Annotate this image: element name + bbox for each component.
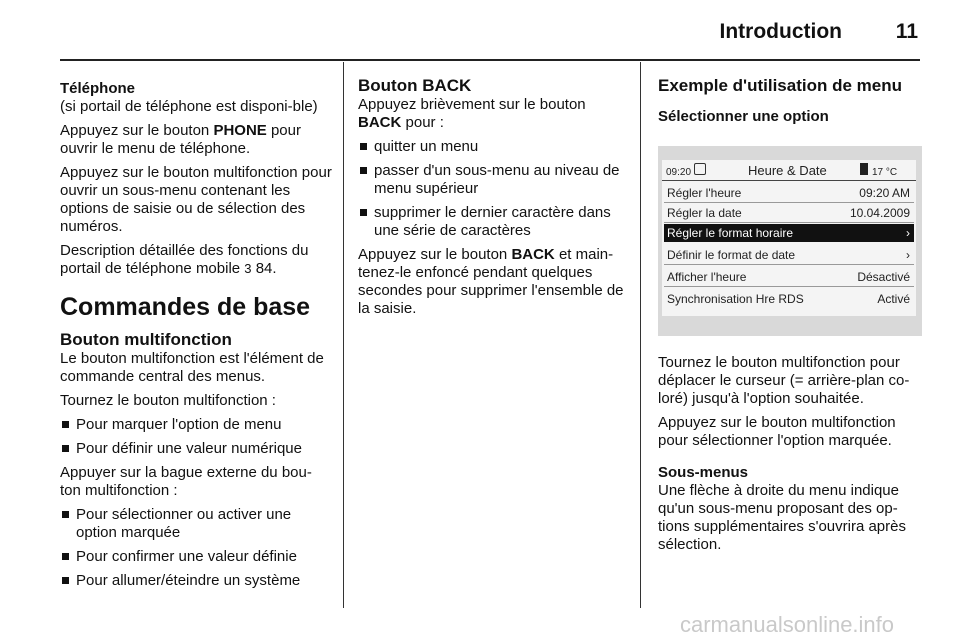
page-reference: 84.	[251, 260, 277, 277]
text: pour ouvrir le menu de téléphone.	[60, 122, 301, 157]
text: Appuyez sur le bouton	[358, 246, 512, 263]
menu-row-label: Régler le format horaire	[667, 226, 794, 240]
phone-paragraph-2: Appuyez sur le bouton multifonction pour ouvrir un sous-menu contenant les options de saisie ou de sélection des numéros.	[60, 164, 332, 235]
text: pour :	[401, 114, 444, 131]
list-item: Pour marquer l'option de menu	[60, 416, 332, 434]
menu-row-selected	[664, 224, 914, 242]
phone-paragraph-3	[60, 242, 332, 278]
submenu-arrow-icon: ›	[906, 248, 910, 262]
menu-row-label: Définir le format de date	[667, 248, 796, 262]
select-paragraph-1: Tournez le bouton multifonction pour déplacer le curseur (= arrière-plan co-loré) jusqu'à l'option souhaitée.	[658, 354, 910, 407]
text: Description détaillée des fonctions du portail de téléphone mobile	[60, 242, 309, 277]
menu-row-value: Activé	[877, 292, 910, 306]
list-item: supprimer le dernier caractère dans une série de caractères	[358, 204, 626, 240]
menu-row	[664, 184, 914, 203]
submenus-heading: Sous-menus	[658, 464, 749, 481]
watermark: carmanualsonline.info	[680, 612, 895, 637]
back-paragraph-2	[358, 246, 626, 318]
phone-heading: Téléphone	[60, 80, 136, 97]
display-temperature: 17 °C	[872, 167, 898, 178]
mf-paragraph-3: Appuyer sur la bague externe du bou-ton multifonction :	[60, 464, 312, 499]
menu-row	[664, 204, 914, 223]
column-divider-2	[640, 62, 641, 608]
list-item: Pour allumer/éteindre un système	[60, 572, 332, 590]
list-item: Pour confirmer une valeur définie	[60, 548, 332, 566]
list-item: passer d'un sous-menu au niveau de menu supérieur	[358, 162, 626, 198]
display-status-bar	[662, 160, 916, 181]
back-key: BACK	[358, 114, 402, 131]
header-rule	[60, 59, 920, 61]
page-title: Introduction	[719, 20, 842, 43]
example-heading: Exemple d'utilisation de menu	[658, 76, 902, 95]
list-item: Pour sélectionner ou activer une option marquée	[60, 506, 332, 542]
column-divider-1	[343, 62, 344, 608]
menu-row-value: Désactivé	[857, 270, 910, 284]
submenu-arrow-icon: ›	[906, 226, 910, 240]
text: et main-tenez-le enfoncé pendant quelques secondes pour supprimer l'ensemble de la saisie.	[358, 246, 624, 317]
menu-row-label: Afficher l'heure	[667, 270, 747, 284]
phone-key: PHONE	[213, 122, 267, 139]
submenus-paragraph: Une flèche à droite du menu indique qu'un sous-menu proposant des op-tions supplémentaires s'ouvrira après sélection.	[658, 482, 906, 553]
mf-list-turn	[60, 416, 332, 458]
mf-paragraph-1: Le bouton multifonction est l'élément de commande central des menus.	[60, 350, 324, 385]
column-2	[358, 62, 626, 324]
reference-arrow-icon: 3	[244, 261, 252, 276]
select-heading: Sélectionner une option	[658, 108, 829, 125]
mf-paragraph-2: Tournez le bouton multifonction :	[60, 392, 276, 409]
display-time: 09:20	[666, 167, 692, 178]
section-title: Commandes de base	[60, 293, 311, 321]
column-3	[658, 62, 922, 560]
phone-paragraph-1	[60, 122, 332, 158]
phone-note: (si portail de téléphone est disponi-ble)	[60, 98, 318, 115]
multifunction-heading: Bouton multifonction	[60, 330, 232, 349]
clock-icon	[694, 163, 706, 175]
menu-row-value: 10.04.2009	[849, 206, 910, 220]
display-title: Heure & Date	[748, 163, 827, 178]
text: Appuyez sur le bouton	[60, 122, 214, 139]
page-number: 11	[895, 20, 918, 43]
menu-row	[664, 246, 914, 265]
menu-row-label: Régler la date	[667, 206, 742, 220]
back-key: BACK	[511, 246, 555, 263]
thermometer-icon	[860, 163, 868, 175]
column-1	[60, 62, 332, 596]
menu-row-value: 09:20 AM	[859, 186, 910, 200]
mf-list-press	[60, 506, 332, 590]
menu-row	[664, 290, 914, 308]
display-screen	[662, 160, 916, 316]
back-list	[358, 138, 626, 240]
display-screenshot	[658, 146, 922, 336]
list-item: quitter un menu	[358, 138, 626, 156]
back-heading: Bouton BACK	[358, 76, 472, 95]
page-header	[60, 0, 920, 60]
menu-row-label: Régler l'heure	[667, 186, 742, 200]
menu-row	[664, 268, 914, 287]
text: Appuyez brièvement sur le bouton	[358, 96, 586, 113]
list-item: Pour définir une valeur numérique	[60, 440, 332, 458]
menu-row-label: Synchronisation Hre RDS	[667, 292, 804, 306]
back-paragraph-1	[358, 96, 626, 132]
select-paragraph-2: Appuyez sur le bouton multifonction pour sélectionner l'option marquée.	[658, 414, 896, 449]
